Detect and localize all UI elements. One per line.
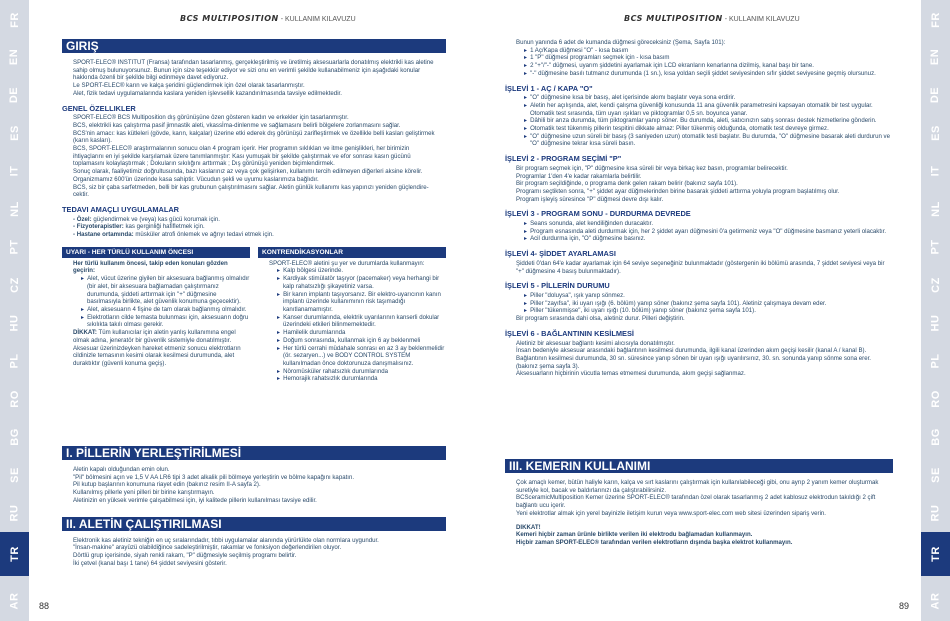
dikkat-note: DIKKAT! Kemeri hiçbir zaman ürünle birlikte verilen iki elektrodu bağlamadan kullanmayın. Hiçbir zaman SPORT-ELEC® tarafından verilen elektrotların dışında başka elektrot kullanmayın. <box>516 523 793 546</box>
tab-pl[interactable]: PL <box>929 353 942 369</box>
tab-se[interactable]: SE <box>929 467 942 483</box>
islev4-title: İŞLEVİ 4- ŞİDDET AYARLAMASI <box>505 249 616 259</box>
section-piller-title: I. PİLLERİN YERLEŞTİRİLMESİ <box>62 446 446 460</box>
section-calistirma-title: II. ALETİN ÇALIŞTIRILMASI <box>62 517 446 531</box>
right-page-lower: III. KEMERIN KULLANIMI Çok amaçlı kemer, bütün haliyle karın, kalça ve sırt kaslarını çalıştırmak için kullanılabileceği gibi, onu ayrıp 2 yanım kemer oluşturmak suretiyle kol, bacak ve baldırlarınızı da çalıştırabilirsiniz. BCSceramicMultiposition Kemer üzerine SPORT-ELEC® tarafından özel olarak tasarlanmış 2 adet kablosuz elektrodun takıldığı 2 çift bağlantı ucu içerir. Yeni elektrotlar almak için yerel bayinizle iletişim kurun veya www.sport-elec.com web sitesi üzerinden sipariş verin. DIKKAT! Kemeri hiçbir zaman ürünle birlikte verilen iki elektrodu bağlamadan kullanmayın. Hiçbir zaman SPORT-ELEC® tarafından verilen elektrotların dışında başka elektrot kullanmayın. <box>505 459 893 547</box>
tab-ar[interactable]: AR <box>929 592 942 610</box>
intro-text: SPORT-ELEC® INSTITUT (Fransa) tarafından tasarlanmış, gerçekleştirilmiş ve üretilmiş aksesuarlarla donatılmış elektrikli kas aletine sahip olmuş bulunuyorsunuz. Bunun için size teşekkür ediyor ve sizi onu en verimli şekilde kullanabilmeniz için aşağıdaki konular hakkında özenli bir şekilde bilgi edinmeye davet ediyoruz. Le SPORT-ELEC® karın ve kalça şeridini güçlendirmek için özel olarak tasarlanmıştır. Alet, fizik tedavi uygulamalarında kaslara yeniden işlevsellik kazandırılmasında tavsiye edilmektedir. <box>73 59 434 97</box>
islev1-title: İŞLEVİ 1 - AÇ / KAPA "O" <box>505 83 593 93</box>
tab-pt[interactable]: PT <box>929 239 942 255</box>
piller-text: Aletin kapalı olduğundan emin olun. "Pil" bölmesini açın ve 1,5 V AA LR6 tipi 3 adet alkalik pili bölmeye yerleştirin ve bölme kapağını kapatın. Pil kutup başlarının konumuna riayet edin (bakınız resim II-A sayfa 2). Kullanılmış pillerle yeni pilleri bir birine karıştırmayın. Aletinizin en yüksek verimle çalışabilmesi için, iyi kalitede pillerin kullanılması tavsiye edilir. <box>73 466 355 504</box>
tab-cz[interactable]: CZ <box>8 277 21 293</box>
right-page-header: BCS MULTIPOSITION - KULLANIM KILAVUZU <box>624 14 800 23</box>
tab-de[interactable]: DE <box>929 86 942 104</box>
tab-ro[interactable]: RO <box>8 390 21 408</box>
tab-tr-active[interactable]: TR <box>921 532 950 576</box>
tab-se[interactable]: SE <box>8 467 21 483</box>
islev6-title: İŞLEVİ 6 - BAĞLANTININ KESİLMESİ <box>505 328 634 338</box>
left-page-header: BCS MULTIPOSITION - KULLANIM KILAVUZU <box>180 14 356 23</box>
tab-fr[interactable]: FR <box>929 12 942 28</box>
tab-es[interactable]: ES <box>929 125 942 141</box>
warning-columns <box>62 247 446 383</box>
tab-es[interactable]: ES <box>8 125 21 141</box>
tab-tr-active[interactable]: TR <box>0 532 29 576</box>
page-number-left: 88 <box>39 601 50 611</box>
tab-ro[interactable]: RO <box>929 390 942 408</box>
tab-de[interactable]: DE <box>8 86 21 104</box>
tab-it[interactable]: IT <box>929 165 942 177</box>
genel-text: SPORT-ELEC® BCS Multiposition dış görünüşüne özen gösteren kadın ve erkekler için tasarlanmıştır. BCS, elektrikli kas çalıştırma pasif jimnastik aleti, vkassİma-dinlenme ve sağlamasını belirli bölgelere zorlanmasını sağlar. BCS'nin amacı: kas kütleleri (gövde, karın, kalçalar) üzerine etki ederek dış görünüşü zarifleştirmek ve özellikle belli kasları geliştirmek (karın kasları). BCS, SPORT-ELEC® araştırmalarının sonucu olan 4 program içerir. Her programın sıklıkları ve itme genişlikleri, her birimizin ihtiyaçlarını en iyi şekilde karşılamak üzere tanımlanmıştır: Kası yumuşak bir şekilde çalıştırmak ve efor sonrası kasın gücünü toplamasını kolaylaştırmak ; Dokuların sıkılığını arttırmak ; Dış görünüşü yeniden biçimlendirmek. Sonuç olarak, faaliyetimiz doğrultusunda, bazı kaslarınız az veya çok gelişirken, kullanımı tercih edilmeyen diğerleri aksine körelir. Organizmamız 600'ün üzerinde kasa sahiptir. Vücudun şekli ve uyumu kaslarımıza bağlıdır. BCS, siz bir çaba sarfetmeden, belli bir kas grubunun çalıştırılmasını sağlar. Aletin günlük kullanımı kas yapınızı yeniden güçlendire- cektir. <box>73 114 435 199</box>
tab-fr[interactable]: FR <box>8 12 21 28</box>
islev2-title: İŞLEVİ 2 - PROGRAM SEÇİMİ "P" <box>505 154 622 164</box>
kontrendikasyon-box: KONTRENDİKASYONLAR SPORT-ELEC® aletini şu yer ve durumlarda kullanmayın: ▸ Kalp bölgesi üzerinde. ▸ Kardiyak stimülatör taşıyor (pacemaker) veya herhangi bir kalp rahatsızlığı şikayetiniz varsa. ▸ Bir kanın implantı taşıyorsanız. Bir elektro-uyarıcının kanın implantı üzerinde kullanımının risk taşımadığı kanıtlanamamıştır. ▸ Kanser durumlarında, elektrik uyarılarının kanserli dokular üzerindeki etkileri bilinmemektedir. ▸ Hamilelik durumlarında ▸ Doğum sonrasında, kullanmak için 6 ay beklenmeli ▸ Her türlü cerrahi müdahale sonrası en az 3 ay beklenmelidir (ör. sezaryen...) ve BODY CONTROL SYSTEM kullanılmadan önce doktorunuza danışmalısınız. ▸ Nöromüsküler rahatsızlık durumlarında ▸ Hemorajik rahatsızlık durumlarında <box>258 247 446 383</box>
tab-nl[interactable]: NL <box>929 201 942 217</box>
tab-pt[interactable]: PT <box>8 239 21 255</box>
page-number-right: 89 <box>899 601 910 611</box>
tab-bg[interactable]: BG <box>929 428 942 446</box>
tab-ru[interactable]: RU <box>929 504 942 522</box>
tab-ru[interactable]: RU <box>8 504 21 522</box>
tab-hu[interactable]: HU <box>8 314 21 332</box>
tab-cz[interactable]: CZ <box>929 277 942 293</box>
section-kemer-title: III. KEMERIN KULLANIMI <box>505 459 893 473</box>
tab-pl[interactable]: PL <box>8 353 21 369</box>
left-page <box>62 39 446 383</box>
islev3-title: İŞLEVİ 3 - PROGRAM SONU - DURDURMA DEVREDE <box>505 209 691 219</box>
tab-ar[interactable]: AR <box>8 592 21 610</box>
buttons-intro: Bunun yanında 6 adet de kumanda düğmesi göreceksiniz (Şema, Sayfa 101): ▸ 1 Aç/Kapa düğmesi "O" - kısa basım ▸ 1 "P" düğmesi programları seçmek için - kısa basım ▸ 2 "+"/"-" düğmesi, uyarım şiddetini ayarlamak için LCD ekranların kenarlarına dizilmiş, kanal başı bir tane. ▸ "-" düğmesine basılı tutmanız durumunda (1 sn.), kısa yoldan seçili şiddet seviyesinden sıfır şiddet seviyesine geçmiş olursunuz. <box>505 39 893 78</box>
tab-nl[interactable]: NL <box>8 201 21 217</box>
tedavi-title: TEDAVI AMAÇLI UYGULAMALAR <box>62 204 180 214</box>
uyari-box: UYARI - HER TÜRLÜ KULLANIM ÖNCESI Her türlü kullanım öncesi, takip eden konuları gözden geçirin: ▸ Alet, vücut üzerine giyilen bir aksesuara bağlanmış olmalıdır (bir alet, bir aksesuara bağlamadan çalıştırmanız durumunda, şiddeti arttırmak için "+" düğmesine basılmasıyla birlikte, alet güvenlik konumuna geçecektir). ▸ Alet, aksesuarın 4 fişine de tam olarak bağlanmış olmalıdır. ▸ Elektrotların cilde temasta bulunması için, aksesuarın doğru sıkılıkta takılı olması gerekir. DİKKAT: Tüm kullanıcılar için aletin yanlış kullanımına engel olmak adına, jeneratör bir güvenlik sistemiyle donatılmıştır. Aksesuar üzerinizdeyken hareket etmeniz sonucu elektrotların cildinizle temasının kesimi olarak kesilmesi durumunda, alet duraktıktır (güvenli konuma geçiş). <box>62 247 250 383</box>
islev5-title: İŞLEVİ 5 - PİLLERİN DURUMU <box>505 281 610 291</box>
right-language-tabs <box>921 0 950 621</box>
left-page-lower <box>62 446 446 567</box>
genel-title: GENEL ÖZELLIKLER <box>62 103 136 113</box>
tab-en[interactable]: EN <box>8 48 21 66</box>
uyari-title: UYARI - HER TÜRLÜ KULLANIM ÖNCESI <box>62 247 250 258</box>
calistirma-text: Elektronik kas aletiniz tekniğin en uç sıralarındadır, tıbbi uygulamalar alanında yürürlükte olan normlara uygundur. "İnsan-makine" arayüzü olabildiğince sadeleştirilmiştir, rakamlar ve fonksiyon değerlendirilen oluyor. Dörtlü grup içerisinde, siyah renkli rakam, "P" düğmesiyle seçilmiş programı belirtir. İki çetvel (kanal başı 1 tane) 64 şiddet seviyesini gösterir. <box>73 536 379 567</box>
left-language-tabs <box>0 0 29 621</box>
tab-en[interactable]: EN <box>929 48 942 66</box>
kontrendikasyon-title: KONTRENDİKASYONLAR <box>258 247 446 258</box>
tab-it[interactable]: IT <box>8 165 21 177</box>
section-giris-title: GIRIŞ <box>62 39 446 53</box>
tedavi-list: - Özel: güçlendirmek ve (veya) kas gücü korumak için. - Fizyoterapistler: kas gerginliği hafifletmek için. - Hastane ortamında: müsküler atrofi önlemek ve ağrıyı tedavi etmek için. <box>73 215 274 239</box>
tab-hu[interactable]: HU <box>929 314 942 332</box>
right-page: Bunun yanında 6 adet de kumanda düğmesi göreceksiniz (Şema, Sayfa 101): ▸ 1 Aç/Kapa düğmesi "O" - kısa basım ▸ 1 "P" düğmesi programları seçmek için - kısa basım ▸ 2 "+"/"-" düğmesi, uyarım şiddetini ayarlamak için LCD ekranların kenarlarına dizilmiş, kanal başı bir tane. ▸ "-" düğmesine basılı tutmanız durumunda (1 sn.), kısa yoldan seçili şiddet seviyesinden sıfır şiddet seviyesine geçmiş olursunuz. İŞLEVİ 1 - AÇ / KAPA "O" ▸ "O" düğmesine kısa bir basış, alet içerisinde akımı başlatır veya sona erdirir. ▸ Aletin her açılışında, alet, kendi çalışma güvenliği konusunda 11 ana güvenlik parametresini kapsayan otomatik bir test uygular. Otomatik test sırasında, tüm uyarı ışıkları ve piktogramlar 0,5 sn. boyunca yanar. ▸ Dâhili bir arıza durumda, tüm piktogramlar yanıp söner. Bu durumda, aleti, satıcınızın satış sonrası destek hizmetlerine gönderin. ▸ Otomatik test tükenmiş pillerin tespitini dikkate almaz: Piller tükenmiş olduğunda, otomatik test devreye girmez. ▸ "O" düğmesine uzun süreli bir basış (3 saniyeden uzun) otomatik testi başlatır. Bu durumda, "O" düğmesine basarak aleti durdurun ve "O" düğmesine tekrar kısa süreli basın. İŞLEVİ 2 - PROGRAM SEÇİMİ "P" Bir program seçmek için, "P" düğmesine kısa süreli bir veya birkaç kez basın, programlar belirecektir. Programlar 1'den 4'e kadar rakamlarla belirtilir. Bir program seçildiğinde, o programa denk gelen rakam belirir (bakınız sayfa 101). Programı seçtikten sonra, "+" şiddet ayar düğmelerinden birine basarak şiddeti arttırma yoluyla program başlatılmış olur. Program işleyiş süresince "P" düğmesi devre dışı kalır. İŞLEVİ 3 - PROGRAM SONU - DURDURMA DEVREDE ▸ Seans sonunda, alet kendiliğinden duracaktır. ▸ Program esnasında aleti durdurmak için, her 2 şiddet ayarı düğmesini 0'a getirmeniz veya "O" düğmesine basmanız yeterli olacaktır. ▸ Acil durdurma için, "O" düğmesine basınız. İŞLEVİ 4- ŞİDDET AYARLAMASI Şiddeti 0'dan 64'e kadar ayarlamak için 64 seviye seçeneğiniz bulunmaktadır (göstergenin iki bölümü arasında, 7 şiddet seviyesi veya bir "+" düğmesine 4 basış bulunmaktadır). İŞLEVİ 5 - PİLLERİN DURUMU ▸ Piller "doluysa", ışık yanıp sönmez. ▸ Piller "zayıfsa", iki uyarı ışığı (6. bölüm) yanıp söner (bakınız şema sayfa 101). Aletiniz çalışmaya devam eder. ▸ Piller "tükenmişse", iki uyarı ışığı (10. bölüm) yanıp söner (bakınız şema sayfa 101). Bir program sırasında dahi olsa, aletiniz durur. Pilleri değiştirin. İŞLEVİ 6 - BAĞLANTININ KESİLMESİ Aletiniz bir aksesuar bağlantı kesimi alıcısıyla donatılmıştır. İnsan bedeniyle aksesuar arasındaki bağlantının kesilmesi durumunda, ilgili kanal üzerinden akım geçişi kesilir (kanal A / kanal B). Bağlantının kesilmesi durumunda, 30 sn. süresince yanıp sönen bir uyarı ışığı uyarılırsınız, 30. sn. sonunda yanıp sönme sona erer. (bakınız şema sayfa 3). Aksesuarların hiçbirinin vücutla temas etmemesi durumunda, akım geçişi sağlanmaz. <box>505 39 893 378</box>
tab-bg[interactable]: BG <box>8 428 21 446</box>
